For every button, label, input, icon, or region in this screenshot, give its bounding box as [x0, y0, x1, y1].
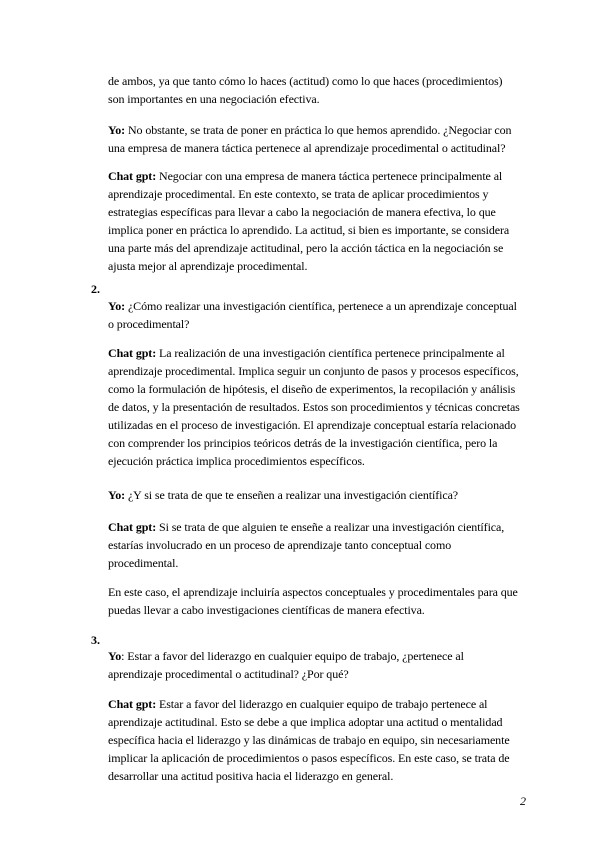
answer-paragraph: Chat gpt: La realización de una investigación científica pertenece principalmente al aprendizaje procedimental. Implica seguir un conjunto de pasos y procesos específicos, como la formulación de hipótesis, el diseño de experimentos, la recopilación y análisis de datos, y la presentación de resultados. Estos son procedimientos y técnicas concretas utilizadas en el proceso de investigación. El aprendizaje conceptual estaría relacionado con comprender los principios teóricos detrás de la investigación científica, pero la ejecución práctica implica procedimientos específicos. — [108, 346, 520, 468]
question-paragraph: Yo: Estar a favor del liderazgo en cualquier equipo de trabajo, ¿pertenece al aprendizaje procedimental o actitudinal? ¿Por qué? — [108, 649, 464, 681]
answer-paragraph-continued: En este caso, el aprendizaje incluiría aspectos conceptuales y procedimentales para que puedas llevar a cabo investigaciones científicas de manera efectiva. — [108, 585, 518, 617]
speaker-label: Yo: — [108, 123, 126, 137]
speaker-label: Chat gpt: — [108, 169, 157, 183]
answer-paragraph: Chat gpt: Negociar con una empresa de manera táctica pertenece principalmente al aprendizaje procedimental. En este contexto, se trata de aplicar procedimientos y estrategias específicas para llevar a cabo la negociación de manera efectiva, lo que implica poner en práctica lo aprendido. La actitud, si bien es importante, se considera una parte más del aprendizaje actitudinal, pero la acción táctica en la negociación se ajusta mejor al aprendizaje procedimental. — [108, 169, 510, 273]
question-paragraph: Yo: ¿Y si se trata de que te enseñen a realizar una investigación científica? — [108, 488, 459, 502]
paragraph-continuation: de ambos, ya que tanto cómo lo haces (actitud) como lo que haces (procedimientos) son importantes en una negociación efectiva. — [108, 74, 503, 106]
speaker-label: Chat gpt: — [108, 520, 157, 534]
speaker-label: Yo: — [108, 488, 126, 502]
speaker-label: Chat gpt: — [108, 346, 157, 360]
question-paragraph: Yo: No obstante, se trata de poner en práctica lo que hemos aprendido. ¿Negociar con una empresa de manera táctica pertenece al aprendizaje procedimental o actitudinal? — [108, 123, 512, 155]
answer-paragraph: Chat gpt: Si se trata de que alguien te enseñe a realizar una investigación científica, estarías involucrado en un proceso de aprendizaje tanto conceptual como procedimental. — [108, 520, 505, 570]
page-number: 2 — [520, 794, 526, 808]
answer-paragraph: Chat gpt: Estar a favor del liderazgo en cualquier equipo de trabajo pertenece al aprendizaje actitudinal. Esto se debe a que implica adoptar una actitud o mentalidad específica hacia el liderazgo y las dinámicas de trabajo en equipo, sin necesariamente implicar la aplicación de procedimientos o pasos específicos. En este caso, se trata de desarrollar una actitud positiva hacia el liderazgo en general. — [108, 697, 510, 783]
section-number: 2. — [91, 282, 100, 296]
speaker-label: Yo — [108, 649, 122, 663]
section-number: 3. — [91, 633, 100, 647]
speaker-label: Chat gpt: — [108, 697, 157, 711]
speaker-label: Yo: — [108, 299, 126, 313]
question-paragraph: Yo: ¿Cómo realizar una investigación científica, pertenece a un aprendizaje conceptual o procedimental? — [108, 299, 517, 331]
